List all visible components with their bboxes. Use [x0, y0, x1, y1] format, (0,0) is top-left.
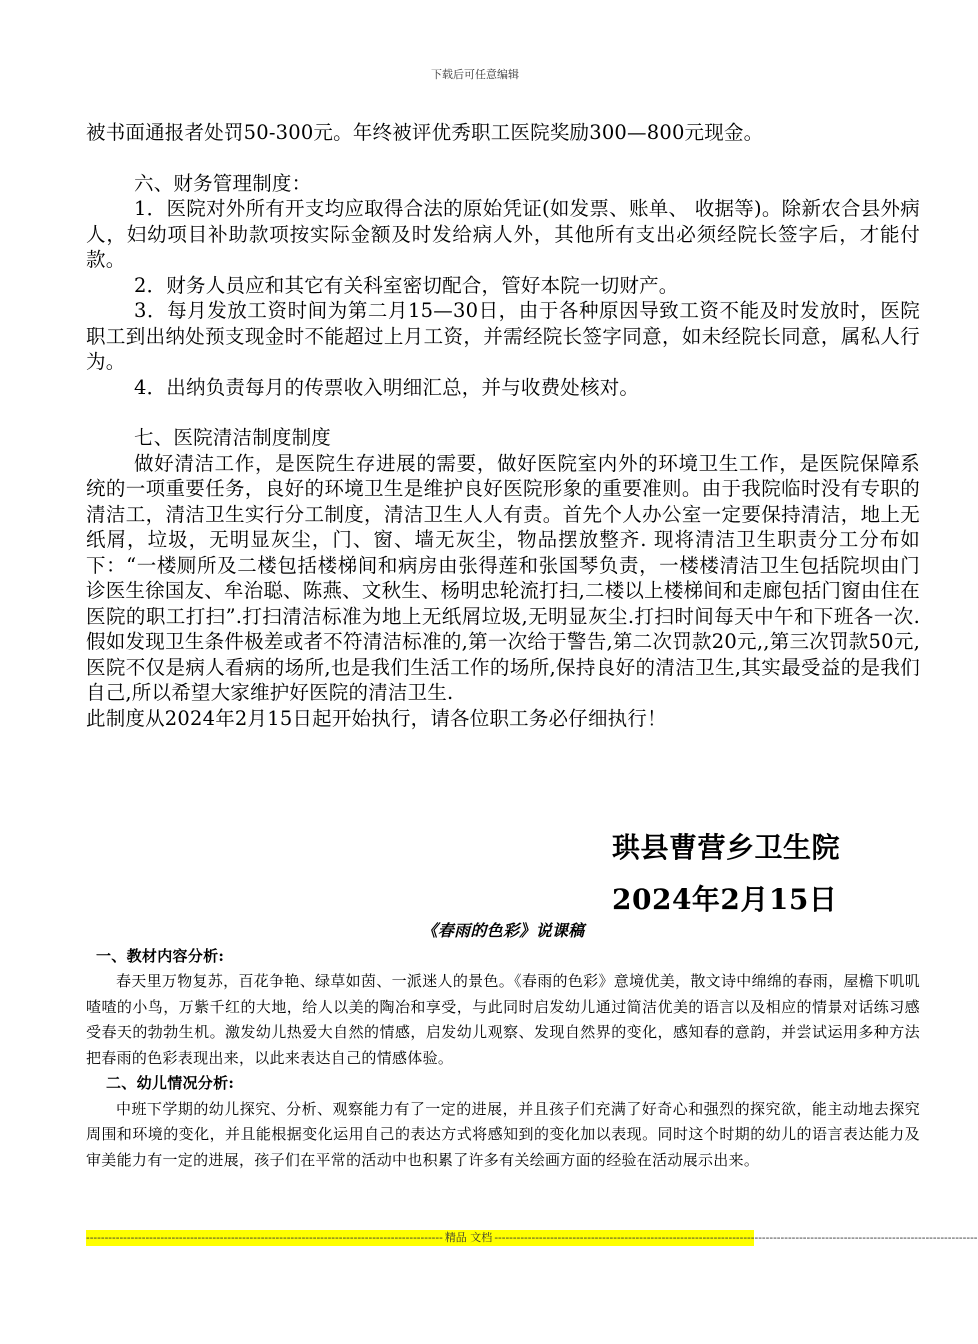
cleaning-body: 做好清洁工作，是医院生存进展的需要，做好医院室内外的环境卫生工作，是医院保障系统的一项重要任务，良好的环境卫生是维护良好医院形象的重要准则。由于我院临时没有专职的清洁工，清洁卫生实行分工制度，清洁卫生人人有责。首先个人办公室一定要保持清洁，地上无纸屑，垃圾，无明显灰尘，门、窗、墙无灰尘，物品摆放整齐. 现将清洁卫生职责分工分布如下：“一楼厕所及二楼包括楼梯间和病房由张得莲和张国琴负责，一楼楼清洁卫生包括院坝由门诊医生徐国友、牟治聪、陈燕、文秋生、杨明忠轮流打扫,二楼以上楼梯间和走廊包括门窗由住在医院的职工打扫”.打扫清洁标准为地上无纸屑垃圾,无明显灰尘.打扫时间每天中午和下班各一次.假如发现卫生条件极差或者不符清洁标准的,第一次给于警告,第二次罚款20元,,第三次罚款50元,医院不仅是病人看病的场所,也是我们生活工作的场所,保持良好的清洁卫生,其实最受益的是我们自己,所以希望大家维护好医院的清洁卫生. — [86, 451, 920, 704]
heading-material-analysis: 一、教材内容分析: — [96, 946, 225, 965]
footer-label: 精品 文档 — [444, 1231, 493, 1244]
footer-dashes-right: ---------------------------------------------------------------------------------------------------------------------------------- — [494, 1231, 978, 1244]
material-analysis-text: 春天里万物复苏，百花争艳、绿草如茵、一派迷人的景色。《春雨的色彩》意境优美，散文诗中绵绵的春雨，屋檐下叽叽喳喳的小鸟，万紫千红的大地，给人以美的陶冶和享受，与此同时启发幼儿通过简洁优美的语言以及相应的情景对话练习感受春天的勃勃生机。激发幼儿热爱大自然的情感，启发幼儿观察、发现自然界的变化，感知春的意韵，并尝试运用多种方法把春雨的色彩表现出来，以此来表达自己的情感体验。 — [86, 972, 920, 1067]
closing-statement: 此制度从2024年2月15日起开始执行，请各位职工务必仔细执行！ — [86, 706, 667, 730]
lesson-title: 《春雨的色彩》说课稿 — [421, 921, 585, 940]
section-cleaning-title: 七、医院清洁制度制度 — [134, 426, 332, 449]
heading-child-analysis: 二、幼儿情况分析: — [106, 1074, 235, 1092]
paragraph-penalty: 被书面通报者处罚50-300元。年终被评优秀职工医院奖励300—800元现金。 — [86, 121, 764, 144]
finance-item-1: 1．医院对外所有开支均应取得合法的原始凭证(如发票、账单、 收据等)。除新农合县外病人，妇幼项目补助款项按实际金额及时发给病人外，其他所有支出必须经院长签字后，才能付款。 — [86, 197, 920, 271]
footer-dashes-left: ------------------------------------------------------------------------------------------------ — [86, 1231, 443, 1244]
finance-item-4: 4．出纳负责每月的传票收入明细汇总，并与收费处核对。 — [134, 375, 640, 399]
signature-date: 2024年2月15日 — [612, 883, 838, 916]
finance-item-2: 2．财务人员应和其它有关科室密切配合，管好本院一切财产。 — [134, 273, 679, 297]
finance-item-3: 3．每月发放工资时间为第二月15—30日，由于各种原因导致工资不能及时发放时，医院职工到出纳处预支现金时不能超过上月工资，并需经院长签字同意，如未经院长同意，属私人行为。 — [86, 299, 920, 373]
page-header: 下载后可任意编辑 — [431, 68, 519, 81]
signature-org: 珙县曹营乡卫生院 — [612, 831, 841, 864]
section-finance-title: 六、财务管理制度： — [134, 171, 312, 195]
regulation-body — [86, 120, 920, 731]
child-analysis-text: 中班下学期的幼儿探究、分析、观察能力有了一定的进展，并且孩子们充满了好奇心和强烈的探究欲，能主动地去探究周围和环境的变化，并且能根据变化运用自己的表达方式将感知到的变化加以表现。同时这个时期的幼儿的语言表达能力及审美能力有一定的进展，孩子们在平常的活动中也积累了许多有关绘画方面的经验在活动展示出来。 — [86, 1099, 920, 1169]
footer-banner — [86, 1230, 978, 1246]
lesson-plan — [86, 918, 920, 1173]
